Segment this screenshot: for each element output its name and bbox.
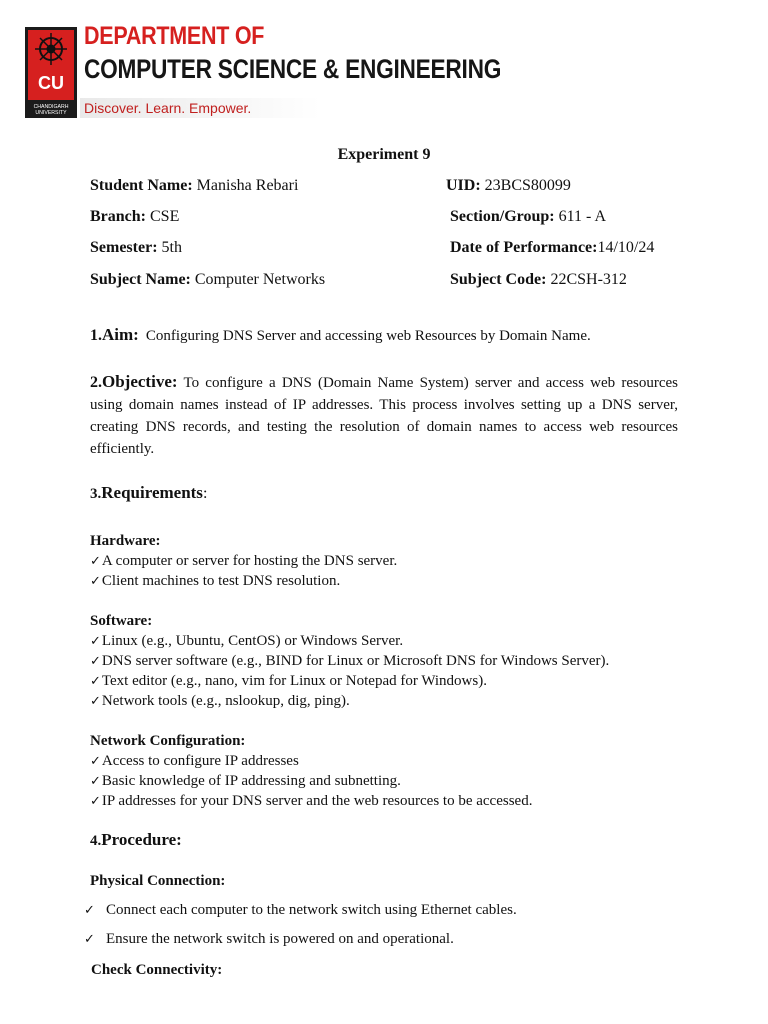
check-icon: ✓ bbox=[90, 554, 101, 569]
svg-text:UNIVERSITY: UNIVERSITY bbox=[35, 110, 67, 116]
aim-text: Configuring DNS Server and accessing web Resources by Domain Name. bbox=[145, 328, 591, 344]
check-icon: ✓ bbox=[90, 654, 101, 669]
list-item: ✓Network tools (e.g., nslookup, dig, ping). bbox=[90, 693, 350, 709]
university-logo bbox=[25, 27, 77, 118]
list-item: ✓DNS server software (e.g., BIND for Linux or Microsoft DNS for Windows Server). bbox=[90, 653, 610, 669]
aim-label: Aim: bbox=[102, 325, 139, 344]
department-line-1: DEPARTMENT OF bbox=[84, 22, 265, 50]
objective-section bbox=[90, 371, 678, 460]
subject-name: Subject Name: Computer Networks bbox=[90, 271, 326, 288]
hardware-label: Hardware: bbox=[90, 533, 161, 549]
check-icon: ✓ bbox=[90, 574, 101, 589]
logo-cu-text: CU bbox=[38, 73, 64, 93]
list-item: ✓Text editor (e.g., nano, vim for Linux or Notepad for Windows). bbox=[90, 673, 487, 689]
check-icon: ✓ bbox=[90, 694, 101, 709]
aim-section bbox=[90, 325, 591, 345]
network-configuration-label: Network Configuration: bbox=[90, 733, 246, 749]
branch: Branch: CSE bbox=[90, 208, 180, 225]
physical-connection-label: Physical Connection: bbox=[90, 873, 226, 889]
list-item: ✓Client machines to test DNS resolution. bbox=[90, 573, 341, 589]
department-line-2: COMPUTER SCIENCE & ENGINEERING bbox=[84, 54, 502, 84]
list-item: ✓IP addresses for your DNS server and the web resources to be accessed. bbox=[90, 793, 533, 809]
check-icon: ✓ bbox=[84, 903, 95, 918]
cu-emblem-icon bbox=[25, 27, 77, 118]
student-name: Student Name: Manisha Rebari bbox=[90, 177, 299, 194]
experiment-title: Experiment 9 bbox=[337, 146, 431, 163]
check-icon: ✓ bbox=[90, 754, 101, 769]
check-icon: ✓ bbox=[90, 794, 101, 809]
semester: Semester: 5th bbox=[90, 239, 182, 256]
svg-text:CHANDIGARH: CHANDIGARH bbox=[33, 104, 69, 110]
aim-number: 1. bbox=[90, 327, 102, 344]
objective-number: 2. bbox=[90, 374, 102, 391]
list-item: ✓ Ensure the network switch is powered on and operational. bbox=[84, 931, 454, 947]
objective-text: To configure a DNS (Domain Name System) server and access web resources using domain names instead of IP addresses. This process involves setting up a DNS server, creating DNS records, and testing the resolution of domain names to access web resources efficiently. bbox=[90, 375, 678, 457]
list-item: ✓Basic knowledge of IP addressing and subnetting. bbox=[90, 773, 401, 789]
list-item: ✓Linux (e.g., Ubuntu, CentOS) or Windows Server. bbox=[90, 633, 404, 649]
list-item: ✓Access to configure IP addresses bbox=[90, 753, 299, 769]
requirements-heading: 3.Requirements: bbox=[90, 483, 208, 502]
list-item: ✓ Connect each computer to the network switch using Ethernet cables. bbox=[84, 902, 517, 918]
check-icon: ✓ bbox=[84, 932, 95, 947]
tagline: Discover. Learn. Empower. bbox=[84, 100, 252, 116]
check-icon: ✓ bbox=[90, 774, 101, 789]
uid: UID: 23BCS80099 bbox=[446, 177, 571, 194]
check-connectivity-label: Check Connectivity: bbox=[91, 962, 223, 978]
date-of-performance: Date of Performance:14/10/24 bbox=[450, 239, 655, 256]
subject-code: Subject Code: 22CSH-312 bbox=[450, 271, 627, 288]
check-icon: ✓ bbox=[90, 634, 101, 649]
objective-label: Objective: bbox=[102, 372, 178, 391]
list-item: ✓A computer or server for hosting the DNS server. bbox=[90, 553, 398, 569]
software-label: Software: bbox=[90, 613, 153, 629]
check-icon: ✓ bbox=[90, 674, 101, 689]
section-group: Section/Group: 611 - A bbox=[450, 208, 607, 225]
procedure-heading: 4.Procedure: bbox=[90, 830, 182, 849]
